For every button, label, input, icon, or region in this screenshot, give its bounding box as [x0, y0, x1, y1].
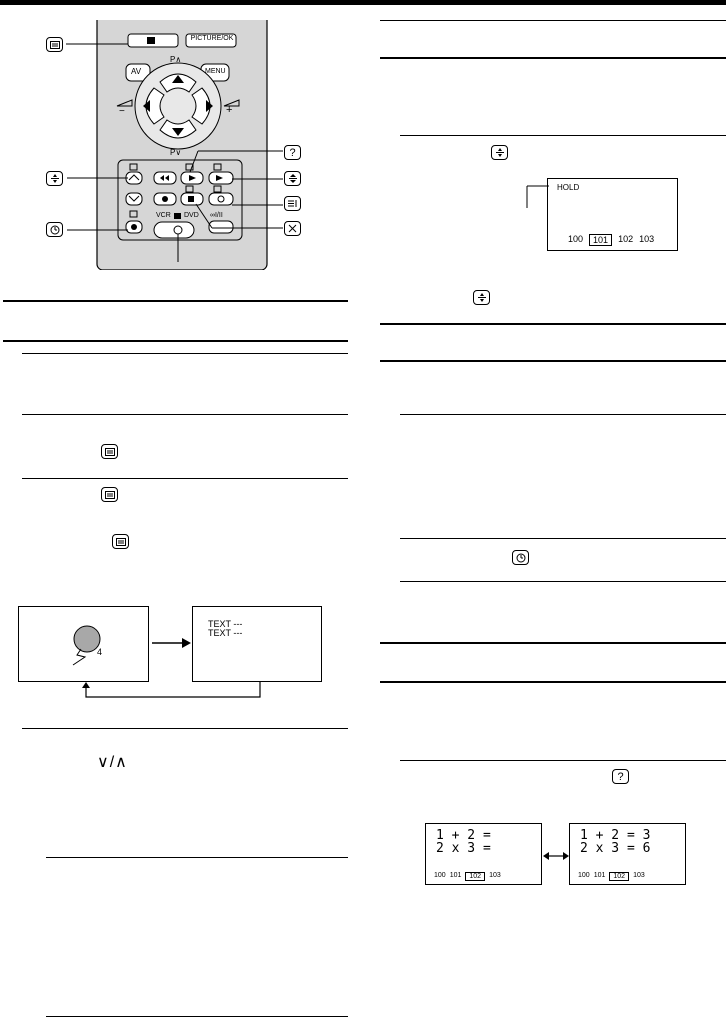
math-line-2: 2 x 3 = 6: [580, 841, 651, 856]
reveal-icon: ?: [284, 145, 301, 160]
text-line-1: TEXT ---: [208, 619, 243, 629]
tv-screen-picture: [18, 606, 149, 682]
top-rule: [0, 0, 726, 5]
teletext-icon: [101, 444, 118, 459]
page-number: 100: [578, 872, 590, 879]
math-page-list: [578, 872, 645, 881]
size-icon: [284, 171, 301, 186]
vol-minus-label: −: [119, 106, 125, 117]
rule: [400, 760, 726, 761]
math-line-1: 1 + 2 = 3: [580, 828, 651, 843]
tv-screen-text: [192, 606, 322, 682]
rule: [46, 1016, 348, 1017]
math-line-1: 1 + 2 =: [436, 828, 491, 843]
rule: [400, 414, 726, 415]
math-page-list: [434, 872, 501, 881]
tv-screen-hidden-answer: [425, 823, 542, 885]
page-number: 101: [449, 872, 462, 879]
index-icon: [284, 196, 301, 211]
page-number: 102: [618, 234, 634, 244]
clock-icon: [46, 222, 63, 237]
rule: [400, 581, 726, 582]
av-label: AV: [131, 67, 142, 76]
page-number-selected: 102: [465, 872, 485, 881]
clock-icon: [512, 550, 529, 565]
text-line-2: TEXT ---: [208, 628, 243, 638]
cancel-icon: [284, 221, 301, 236]
double-arrow: [543, 851, 569, 861]
arrow-right: [150, 638, 192, 648]
vcr-label: VCR: [156, 212, 171, 219]
rule: [380, 20, 726, 21]
teletext-icon: [101, 487, 118, 502]
rule: [3, 340, 348, 342]
rule: [22, 728, 348, 729]
menu-label: MENU: [205, 68, 226, 75]
hold-leader: [525, 180, 555, 210]
hold-page-list: [568, 234, 654, 246]
rule: [400, 538, 726, 539]
page-number: 101: [593, 872, 606, 879]
hold-icon: [491, 145, 508, 160]
rule: [46, 857, 348, 858]
updown-symbol: ∨/∧: [97, 754, 128, 771]
tv-screen-revealed-answer: [569, 823, 686, 885]
rule: [22, 414, 348, 415]
rule: [380, 681, 726, 683]
rule: [22, 353, 348, 354]
rule: [3, 300, 348, 302]
rule: [380, 360, 726, 362]
rule: [22, 478, 348, 479]
teletext-icon: [112, 534, 129, 549]
page-number-selected: 101: [589, 234, 612, 246]
reveal-icon: ?: [612, 769, 629, 784]
rule: [400, 135, 726, 136]
return-arrow: [78, 682, 268, 702]
subpage-icon: [46, 171, 63, 186]
page-number-selected: 102: [609, 872, 629, 881]
p-up-label: P∧: [170, 55, 182, 64]
hold-label: HOLD: [557, 183, 580, 192]
channel-digit: 4: [97, 647, 103, 657]
tv-screen-hold: [547, 178, 678, 251]
hold-icon: [473, 290, 490, 305]
picture-ok-label: PICTURE/OK: [190, 35, 234, 42]
vol-plus-label: +: [226, 104, 233, 116]
rule: [380, 57, 726, 59]
math-line-2: 2 x 3 =: [436, 841, 491, 856]
page-number: 103: [633, 872, 645, 879]
page-number: 103: [489, 872, 501, 879]
rule: [380, 323, 726, 325]
page-number: 103: [639, 234, 655, 244]
rule: [380, 642, 726, 644]
p-down-label: P∨: [170, 148, 182, 157]
teletext-icon: [46, 37, 63, 52]
dvd-label: DVD: [184, 212, 199, 219]
dual-label: ∞I/II: [210, 212, 223, 219]
page-number: 100: [568, 234, 584, 244]
page-number: 100: [434, 872, 446, 879]
